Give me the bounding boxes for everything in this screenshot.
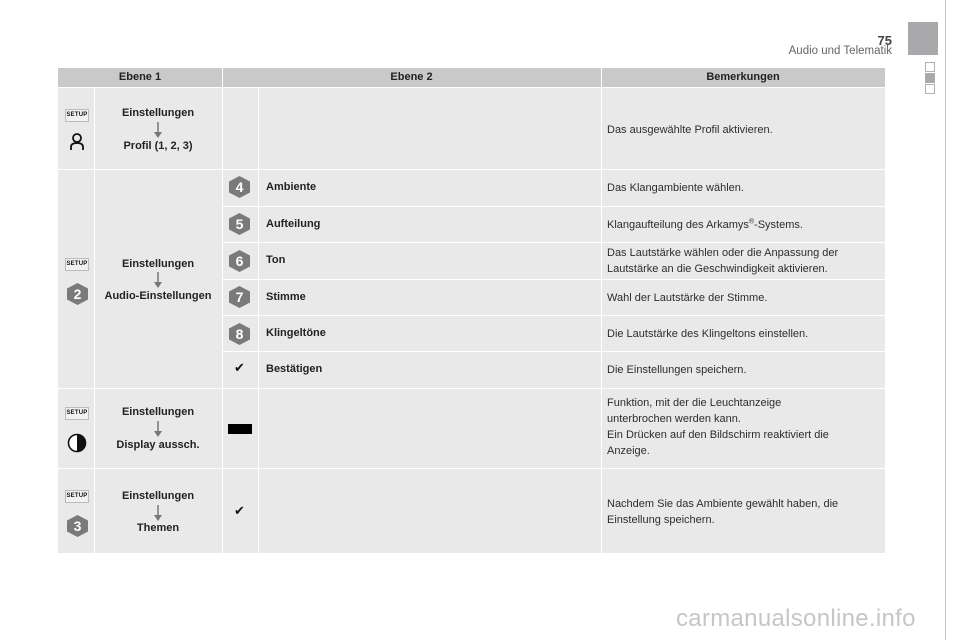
watermark: carmanualsonline.info bbox=[676, 605, 916, 632]
header-level2: Ebene 2 bbox=[390, 71, 433, 83]
svg-text:5: 5 bbox=[235, 216, 244, 232]
remark-text: Das ausgewählte Profil aktivieren. bbox=[607, 124, 773, 136]
number-badge-2-icon bbox=[67, 283, 88, 305]
remark-text: Wahl der Lautstärke der Stimme. bbox=[607, 292, 768, 304]
table-header-row bbox=[58, 68, 885, 87]
level2-label: Bestätigen bbox=[266, 363, 323, 375]
arrow-down-icon bbox=[153, 122, 163, 138]
level2-label: Aufteilung bbox=[266, 218, 321, 230]
arrow-down-icon bbox=[153, 272, 163, 288]
svg-text:6: 6 bbox=[235, 253, 244, 269]
arrow-down-icon bbox=[153, 421, 163, 437]
setup-icon: SETUP bbox=[65, 258, 89, 271]
page-number: 75 bbox=[877, 33, 892, 48]
right-empty-square bbox=[925, 84, 935, 94]
setup-icon: SETUP bbox=[65, 109, 89, 122]
menu-level1-bottom: Audio-Einstellungen bbox=[104, 290, 212, 302]
menu-level1-bottom: Profil (1, 2, 3) bbox=[123, 140, 193, 152]
contrast-icon bbox=[67, 433, 87, 453]
menu-level1-top: Einstellungen bbox=[121, 406, 195, 418]
table-row bbox=[58, 389, 885, 468]
remark-text: Klangaufteilung des Arkamys®-Systems. bbox=[607, 218, 803, 231]
settings-table bbox=[58, 68, 885, 553]
number-badge-5-icon bbox=[229, 213, 250, 235]
setup-icon: SETUP bbox=[65, 490, 89, 503]
remark-text: Nachdem Sie das Ambiente gewählt haben, die Einstellung speichern. bbox=[607, 498, 839, 526]
right-divider bbox=[945, 0, 946, 640]
section-title: Audio und Telematik bbox=[788, 45, 892, 57]
number-badge-3-icon bbox=[67, 515, 88, 537]
menu-level1-top: Einstellungen bbox=[121, 107, 195, 119]
level2-label: Ambiente bbox=[266, 181, 317, 193]
check-icon: ✔ bbox=[234, 360, 245, 375]
menu-level1-top: Einstellungen bbox=[121, 490, 195, 502]
remark-text: Die Lautstärke des Klingeltons einstellen. bbox=[607, 328, 809, 340]
svg-text:7: 7 bbox=[235, 289, 244, 305]
check-icon: ✔ bbox=[234, 503, 245, 518]
remark-text: Das Lautstärke wählen oder die Anpassung der Lautstärke an die Geschwindigkeit aktivieren. bbox=[607, 247, 839, 275]
table-row bbox=[58, 469, 885, 553]
arrow-down-icon bbox=[153, 505, 163, 521]
profile-person-icon bbox=[68, 132, 86, 152]
number-badge-6-icon bbox=[229, 250, 250, 272]
table-row bbox=[58, 170, 885, 388]
right-tab-marker bbox=[908, 22, 938, 55]
remark-text: Die Einstellungen speichern. bbox=[607, 364, 747, 376]
number-badge-4-icon bbox=[229, 176, 250, 198]
header-remarks: Bemerkungen bbox=[706, 71, 780, 83]
menu-level1-bottom: Themen bbox=[136, 522, 180, 534]
number-badge-8-icon bbox=[229, 323, 250, 345]
level2-label: Stimme bbox=[266, 291, 306, 303]
svg-text:4: 4 bbox=[235, 179, 244, 195]
header-level1: Ebene 1 bbox=[118, 71, 162, 83]
right-empty-square bbox=[925, 62, 935, 72]
svg-text:8: 8 bbox=[235, 326, 244, 342]
table-row bbox=[58, 88, 885, 169]
svg-text:2: 2 bbox=[73, 286, 82, 302]
level2-label: Klingeltöne bbox=[266, 327, 326, 339]
number-badge-7-icon bbox=[229, 286, 250, 308]
menu-level1-bottom: Display aussch. bbox=[116, 439, 200, 451]
remark-text: Das Klangambiente wählen. bbox=[607, 182, 744, 194]
level2-label: Ton bbox=[266, 254, 286, 266]
menu-level1-top: Einstellungen bbox=[121, 258, 195, 270]
setup-icon: SETUP bbox=[65, 407, 89, 420]
remark-text: Funktion, mit der die Leuchtanzeige unterbrochen werden kann. Ein Drücken auf den Bildschirm reaktiviert die Anzeige. bbox=[607, 397, 829, 457]
right-filled-square bbox=[925, 73, 935, 83]
svg-text:3: 3 bbox=[73, 518, 82, 534]
screen-off-icon bbox=[228, 424, 252, 434]
